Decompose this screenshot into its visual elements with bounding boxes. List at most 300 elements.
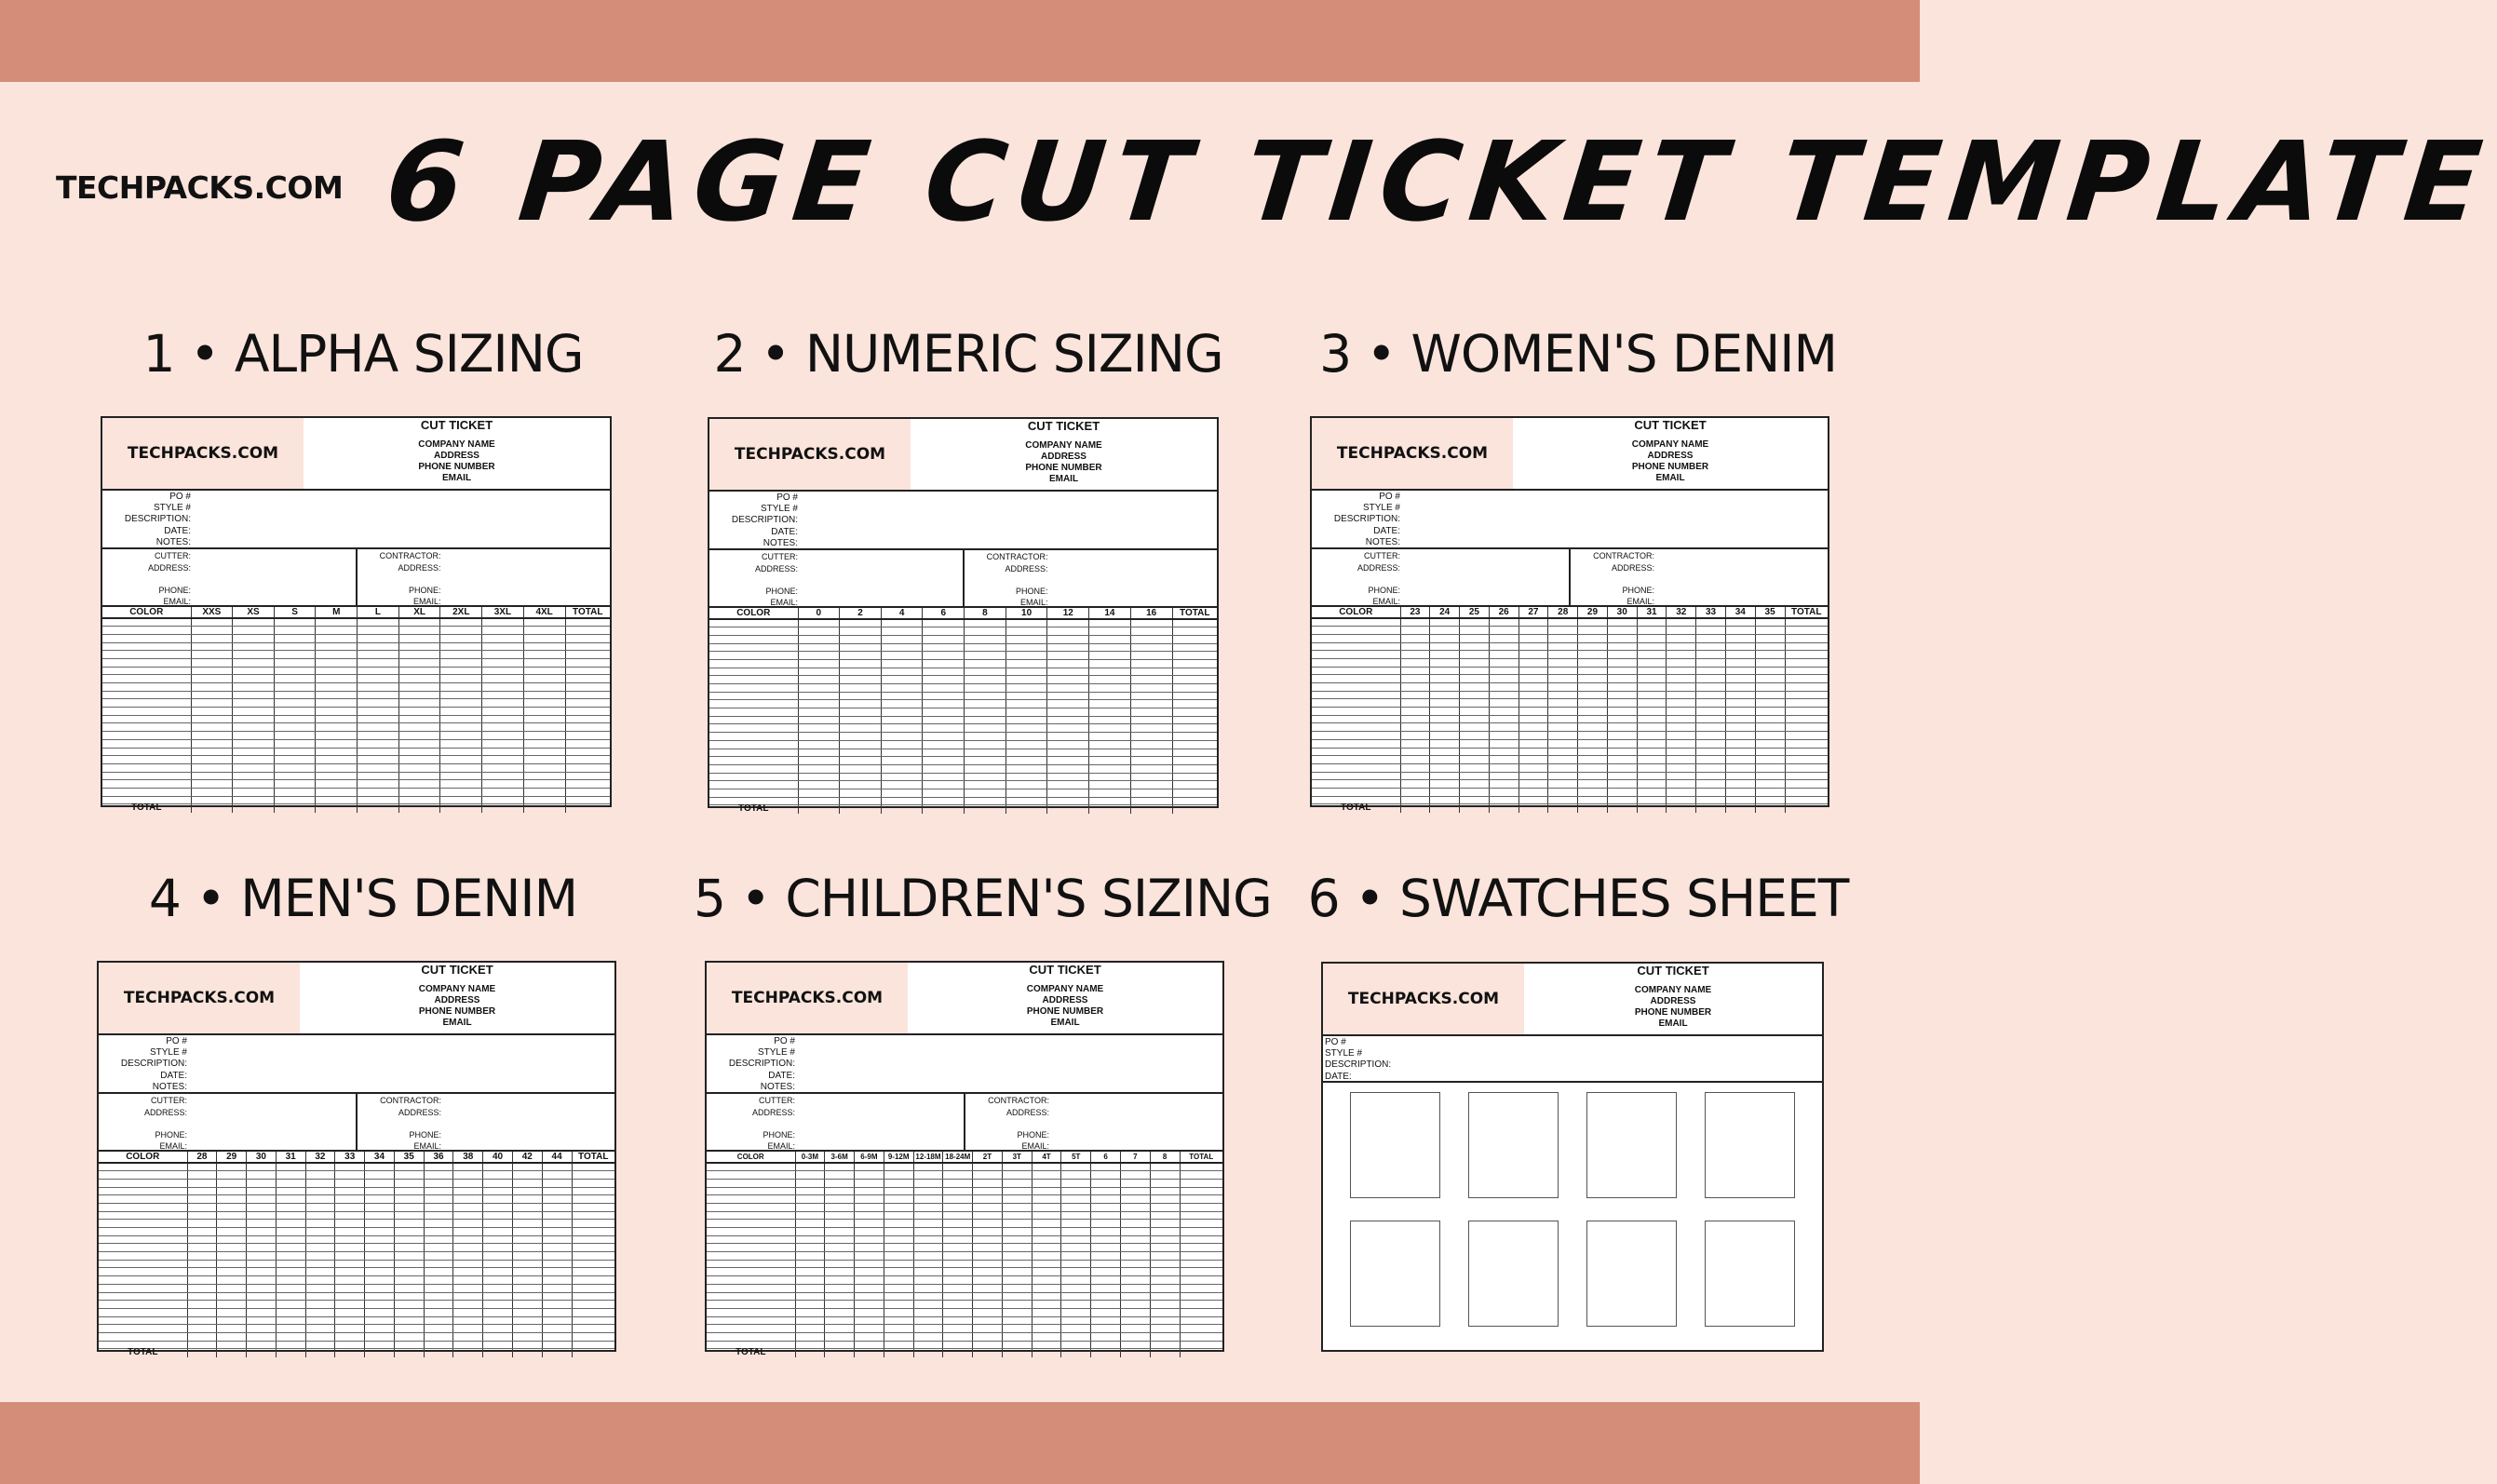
quantity-cell[interactable] xyxy=(1785,658,1828,667)
quantity-cell[interactable] xyxy=(965,700,1006,708)
quantity-cell[interactable] xyxy=(1061,1301,1091,1309)
quantity-cell[interactable] xyxy=(274,763,316,772)
quantity-cell[interactable] xyxy=(1180,1211,1222,1220)
quantity-cell[interactable] xyxy=(365,1292,395,1301)
quantity-cell[interactable] xyxy=(1047,797,1089,805)
quantity-cell[interactable] xyxy=(305,1203,335,1211)
quantity-cell[interactable] xyxy=(276,1163,305,1171)
quantity-cell[interactable] xyxy=(335,1292,365,1301)
quantity-cell[interactable] xyxy=(191,739,233,748)
quantity-cell[interactable] xyxy=(1002,1244,1032,1252)
quantity-cell[interactable] xyxy=(247,1211,277,1220)
quantity-cell[interactable] xyxy=(523,723,565,732)
quantity-cell[interactable] xyxy=(798,716,840,724)
total-cell[interactable] xyxy=(217,1349,247,1357)
quantity-cell[interactable] xyxy=(453,1244,483,1252)
quantity-cell[interactable] xyxy=(1548,658,1578,667)
quantity-cell[interactable] xyxy=(394,1308,424,1316)
quantity-cell[interactable] xyxy=(335,1211,365,1220)
quantity-cell[interactable] xyxy=(233,699,275,708)
quantity-cell[interactable] xyxy=(1548,780,1578,789)
quantity-cell[interactable] xyxy=(1518,627,1548,635)
quantity-cell[interactable] xyxy=(1400,675,1430,683)
quantity-cell[interactable] xyxy=(424,1292,453,1301)
quantity-cell[interactable] xyxy=(1089,724,1131,733)
quantity-cell[interactable] xyxy=(187,1301,217,1309)
quantity-cell[interactable] xyxy=(1032,1332,1061,1341)
quantity-cell[interactable] xyxy=(358,699,399,708)
quantity-cell[interactable] xyxy=(1120,1332,1150,1341)
quantity-cell[interactable] xyxy=(1755,699,1785,708)
quantity-cell[interactable] xyxy=(191,699,233,708)
quantity-cell[interactable] xyxy=(1006,740,1047,749)
quantity-cell[interactable] xyxy=(1518,780,1548,789)
quantity-cell[interactable] xyxy=(1032,1228,1061,1236)
quantity-cell[interactable] xyxy=(440,634,482,642)
quantity-cell[interactable] xyxy=(1032,1268,1061,1276)
quantity-cell[interactable] xyxy=(1091,1301,1121,1309)
quantity-cell[interactable] xyxy=(233,651,275,659)
quantity-cell[interactable] xyxy=(365,1301,395,1309)
quantity-cell[interactable] xyxy=(1548,618,1578,627)
total-cell[interactable] xyxy=(973,1349,1003,1357)
quantity-cell[interactable] xyxy=(855,1203,884,1211)
quantity-cell[interactable] xyxy=(1518,732,1548,740)
quantity-cell[interactable] xyxy=(1061,1332,1091,1341)
quantity-cell[interactable] xyxy=(1091,1163,1121,1171)
quantity-cell[interactable] xyxy=(358,708,399,716)
quantity-cell[interactable] xyxy=(1725,699,1755,708)
quantity-cell[interactable] xyxy=(1006,781,1047,789)
quantity-cell[interactable] xyxy=(884,1195,913,1204)
quantity-cell[interactable] xyxy=(191,683,233,692)
quantity-cell[interactable] xyxy=(855,1195,884,1204)
quantity-cell[interactable] xyxy=(1002,1316,1032,1325)
quantity-cell[interactable] xyxy=(825,1187,855,1195)
quantity-cell[interactable] xyxy=(276,1341,305,1349)
quantity-cell[interactable] xyxy=(1548,748,1578,756)
quantity-cell[interactable] xyxy=(1637,708,1667,716)
quantity-cell[interactable] xyxy=(1518,651,1548,659)
quantity-cell[interactable] xyxy=(840,676,882,684)
quantity-cell[interactable] xyxy=(840,773,882,781)
quantity-cell[interactable] xyxy=(1548,796,1578,804)
quantity-cell[interactable] xyxy=(1312,780,1400,789)
quantity-cell[interactable] xyxy=(1400,683,1430,692)
quantity-cell[interactable] xyxy=(358,651,399,659)
quantity-cell[interactable] xyxy=(247,1341,277,1349)
quantity-cell[interactable] xyxy=(1785,756,1828,764)
quantity-cell[interactable] xyxy=(1032,1276,1061,1285)
quantity-cell[interactable] xyxy=(1002,1276,1032,1285)
quantity-cell[interactable] xyxy=(398,756,440,764)
quantity-cell[interactable] xyxy=(565,691,610,699)
quantity-cell[interactable] xyxy=(1667,748,1696,756)
quantity-cell[interactable] xyxy=(1518,723,1548,732)
quantity-cell[interactable] xyxy=(453,1260,483,1268)
quantity-cell[interactable] xyxy=(1172,635,1217,643)
quantity-cell[interactable] xyxy=(1460,780,1490,789)
quantity-cell[interactable] xyxy=(187,1284,217,1292)
quantity-cell[interactable] xyxy=(1785,732,1828,740)
quantity-cell[interactable] xyxy=(1696,772,1726,780)
quantity-cell[interactable] xyxy=(512,1211,542,1220)
quantity-cell[interactable] xyxy=(512,1171,542,1180)
quantity-cell[interactable] xyxy=(884,1316,913,1325)
quantity-cell[interactable] xyxy=(1130,700,1172,708)
quantity-cell[interactable] xyxy=(305,1325,335,1333)
quantity-cell[interactable] xyxy=(483,1211,513,1220)
quantity-cell[interactable] xyxy=(1047,635,1089,643)
quantity-cell[interactable] xyxy=(247,1292,277,1301)
quantity-cell[interactable] xyxy=(1518,763,1548,772)
total-cell[interactable] xyxy=(1460,804,1490,813)
quantity-cell[interactable] xyxy=(1696,627,1726,635)
quantity-cell[interactable] xyxy=(523,732,565,740)
quantity-cell[interactable] xyxy=(1091,1235,1121,1244)
quantity-cell[interactable] xyxy=(542,1235,572,1244)
quantity-cell[interactable] xyxy=(943,1195,973,1204)
quantity-cell[interactable] xyxy=(276,1211,305,1220)
quantity-cell[interactable] xyxy=(398,651,440,659)
quantity-cell[interactable] xyxy=(1032,1235,1061,1244)
quantity-cell[interactable] xyxy=(1755,691,1785,699)
quantity-cell[interactable] xyxy=(707,1284,795,1292)
quantity-cell[interactable] xyxy=(99,1268,187,1276)
quantity-cell[interactable] xyxy=(102,780,191,789)
quantity-cell[interactable] xyxy=(1518,683,1548,692)
quantity-cell[interactable] xyxy=(1637,732,1667,740)
quantity-cell[interactable] xyxy=(1725,739,1755,748)
quantity-cell[interactable] xyxy=(923,692,965,700)
quantity-cell[interactable] xyxy=(1785,651,1828,659)
quantity-cell[interactable] xyxy=(1548,691,1578,699)
quantity-cell[interactable] xyxy=(276,1260,305,1268)
quantity-cell[interactable] xyxy=(542,1195,572,1204)
quantity-cell[interactable] xyxy=(707,1228,795,1236)
quantity-cell[interactable] xyxy=(424,1187,453,1195)
quantity-cell[interactable] xyxy=(187,1179,217,1187)
quantity-cell[interactable] xyxy=(795,1195,825,1204)
quantity-cell[interactable] xyxy=(1047,619,1089,627)
quantity-cell[interactable] xyxy=(1607,780,1637,789)
quantity-cell[interactable] xyxy=(1607,691,1637,699)
quantity-cell[interactable] xyxy=(316,627,358,635)
quantity-cell[interactable] xyxy=(276,1301,305,1309)
quantity-cell[interactable] xyxy=(798,797,840,805)
quantity-cell[interactable] xyxy=(99,1163,187,1171)
quantity-cell[interactable] xyxy=(1430,780,1460,789)
quantity-cell[interactable] xyxy=(855,1252,884,1261)
quantity-cell[interactable] xyxy=(973,1284,1003,1292)
quantity-cell[interactable] xyxy=(1696,780,1726,789)
quantity-cell[interactable] xyxy=(483,1220,513,1228)
quantity-cell[interactable] xyxy=(1667,715,1696,723)
quantity-cell[interactable] xyxy=(542,1301,572,1309)
quantity-cell[interactable] xyxy=(1518,642,1548,651)
quantity-cell[interactable] xyxy=(965,692,1006,700)
quantity-cell[interactable] xyxy=(1460,772,1490,780)
quantity-cell[interactable] xyxy=(1578,708,1608,716)
quantity-cell[interactable] xyxy=(1637,715,1667,723)
quantity-cell[interactable] xyxy=(1047,740,1089,749)
quantity-cell[interactable] xyxy=(1637,788,1667,796)
quantity-cell[interactable] xyxy=(913,1228,943,1236)
quantity-cell[interactable] xyxy=(795,1187,825,1195)
quantity-cell[interactable] xyxy=(1755,675,1785,683)
quantity-cell[interactable] xyxy=(798,684,840,693)
quantity-cell[interactable] xyxy=(923,668,965,676)
quantity-cell[interactable] xyxy=(1150,1163,1180,1171)
quantity-cell[interactable] xyxy=(482,675,524,683)
quantity-cell[interactable] xyxy=(1578,763,1608,772)
quantity-cell[interactable] xyxy=(572,1341,614,1349)
quantity-cell[interactable] xyxy=(316,732,358,740)
quantity-cell[interactable] xyxy=(1061,1228,1091,1236)
quantity-cell[interactable] xyxy=(1518,772,1548,780)
quantity-cell[interactable] xyxy=(523,780,565,789)
total-cell[interactable] xyxy=(1006,805,1047,814)
quantity-cell[interactable] xyxy=(217,1332,247,1341)
quantity-cell[interactable] xyxy=(973,1195,1003,1204)
quantity-cell[interactable] xyxy=(1400,627,1430,635)
quantity-cell[interactable] xyxy=(565,675,610,683)
quantity-cell[interactable] xyxy=(707,1276,795,1285)
quantity-cell[interactable] xyxy=(923,716,965,724)
quantity-cell[interactable] xyxy=(565,780,610,789)
quantity-cell[interactable] xyxy=(1150,1308,1180,1316)
quantity-cell[interactable] xyxy=(572,1268,614,1276)
quantity-cell[interactable] xyxy=(709,733,798,741)
quantity-cell[interactable] xyxy=(358,634,399,642)
quantity-cell[interactable] xyxy=(913,1325,943,1333)
quantity-cell[interactable] xyxy=(523,772,565,780)
quantity-cell[interactable] xyxy=(913,1203,943,1211)
quantity-cell[interactable] xyxy=(572,1244,614,1252)
quantity-cell[interactable] xyxy=(542,1260,572,1268)
quantity-cell[interactable] xyxy=(276,1308,305,1316)
quantity-cell[interactable] xyxy=(709,676,798,684)
quantity-cell[interactable] xyxy=(1725,748,1755,756)
quantity-cell[interactable] xyxy=(1061,1276,1091,1285)
quantity-cell[interactable] xyxy=(1061,1260,1091,1268)
quantity-cell[interactable] xyxy=(358,658,399,667)
quantity-cell[interactable] xyxy=(1725,683,1755,692)
quantity-cell[interactable] xyxy=(1002,1163,1032,1171)
quantity-cell[interactable] xyxy=(1548,763,1578,772)
quantity-cell[interactable] xyxy=(512,1195,542,1204)
quantity-cell[interactable] xyxy=(855,1211,884,1220)
total-cell[interactable] xyxy=(1489,804,1518,813)
quantity-cell[interactable] xyxy=(394,1163,424,1171)
quantity-cell[interactable] xyxy=(1548,708,1578,716)
quantity-cell[interactable] xyxy=(1725,642,1755,651)
quantity-cell[interactable] xyxy=(233,756,275,764)
quantity-cell[interactable] xyxy=(1548,642,1578,651)
quantity-cell[interactable] xyxy=(1172,733,1217,741)
quantity-cell[interactable] xyxy=(943,1171,973,1180)
quantity-cell[interactable] xyxy=(482,780,524,789)
quantity-cell[interactable] xyxy=(707,1220,795,1228)
quantity-cell[interactable] xyxy=(795,1260,825,1268)
quantity-cell[interactable] xyxy=(1089,797,1131,805)
quantity-cell[interactable] xyxy=(1180,1228,1222,1236)
quantity-cell[interactable] xyxy=(1400,708,1430,716)
quantity-cell[interactable] xyxy=(358,723,399,732)
quantity-cell[interactable] xyxy=(840,724,882,733)
quantity-cell[interactable] xyxy=(795,1332,825,1341)
quantity-cell[interactable] xyxy=(1785,715,1828,723)
quantity-cell[interactable] xyxy=(99,1276,187,1285)
quantity-cell[interactable] xyxy=(1637,772,1667,780)
quantity-cell[interactable] xyxy=(316,691,358,699)
quantity-cell[interactable] xyxy=(572,1284,614,1292)
quantity-cell[interactable] xyxy=(1785,618,1828,627)
quantity-cell[interactable] xyxy=(99,1203,187,1211)
quantity-cell[interactable] xyxy=(1312,651,1400,659)
quantity-cell[interactable] xyxy=(1755,683,1785,692)
quantity-cell[interactable] xyxy=(1047,676,1089,684)
quantity-cell[interactable] xyxy=(1460,723,1490,732)
quantity-cell[interactable] xyxy=(973,1211,1003,1220)
quantity-cell[interactable] xyxy=(274,788,316,796)
quantity-cell[interactable] xyxy=(1400,788,1430,796)
quantity-cell[interactable] xyxy=(191,748,233,756)
quantity-cell[interactable] xyxy=(1130,619,1172,627)
swatch-box[interactable] xyxy=(1468,1092,1559,1198)
quantity-cell[interactable] xyxy=(1400,756,1430,764)
quantity-cell[interactable] xyxy=(1607,763,1637,772)
swatch-box[interactable] xyxy=(1468,1221,1559,1327)
quantity-cell[interactable] xyxy=(398,708,440,716)
quantity-cell[interactable] xyxy=(233,739,275,748)
quantity-cell[interactable] xyxy=(1548,651,1578,659)
quantity-cell[interactable] xyxy=(1489,667,1518,675)
quantity-cell[interactable] xyxy=(1785,788,1828,796)
quantity-cell[interactable] xyxy=(1578,780,1608,789)
quantity-cell[interactable] xyxy=(1006,652,1047,660)
quantity-cell[interactable] xyxy=(1120,1316,1150,1325)
quantity-cell[interactable] xyxy=(1047,773,1089,781)
quantity-cell[interactable] xyxy=(1002,1332,1032,1341)
swatch-box[interactable] xyxy=(1705,1092,1795,1198)
quantity-cell[interactable] xyxy=(316,683,358,692)
quantity-cell[interactable] xyxy=(707,1179,795,1187)
quantity-cell[interactable] xyxy=(825,1292,855,1301)
quantity-cell[interactable] xyxy=(565,788,610,796)
quantity-cell[interactable] xyxy=(542,1171,572,1180)
quantity-cell[interactable] xyxy=(855,1268,884,1276)
quantity-cell[interactable] xyxy=(335,1341,365,1349)
quantity-cell[interactable] xyxy=(542,1211,572,1220)
quantity-cell[interactable] xyxy=(1032,1284,1061,1292)
quantity-cell[interactable] xyxy=(233,780,275,789)
quantity-cell[interactable] xyxy=(1667,708,1696,716)
quantity-cell[interactable] xyxy=(482,748,524,756)
quantity-cell[interactable] xyxy=(316,748,358,756)
quantity-cell[interactable] xyxy=(1607,723,1637,732)
quantity-cell[interactable] xyxy=(99,1244,187,1252)
quantity-cell[interactable] xyxy=(1637,748,1667,756)
quantity-cell[interactable] xyxy=(1725,796,1755,804)
quantity-cell[interactable] xyxy=(191,634,233,642)
quantity-cell[interactable] xyxy=(1120,1220,1150,1228)
quantity-cell[interactable] xyxy=(523,618,565,627)
quantity-cell[interactable] xyxy=(1150,1203,1180,1211)
quantity-cell[interactable] xyxy=(1312,658,1400,667)
quantity-cell[interactable] xyxy=(1460,618,1490,627)
quantity-cell[interactable] xyxy=(305,1179,335,1187)
quantity-cell[interactable] xyxy=(565,642,610,651)
quantity-cell[interactable] xyxy=(247,1260,277,1268)
quantity-cell[interactable] xyxy=(1032,1220,1061,1228)
quantity-cell[interactable] xyxy=(316,699,358,708)
quantity-cell[interactable] xyxy=(394,1179,424,1187)
quantity-cell[interactable] xyxy=(187,1316,217,1325)
quantity-cell[interactable] xyxy=(1061,1171,1091,1180)
quantity-cell[interactable] xyxy=(1130,789,1172,797)
quantity-cell[interactable] xyxy=(523,708,565,716)
quantity-cell[interactable] xyxy=(1548,634,1578,642)
quantity-cell[interactable] xyxy=(707,1292,795,1301)
quantity-cell[interactable] xyxy=(217,1244,247,1252)
quantity-cell[interactable] xyxy=(795,1171,825,1180)
quantity-cell[interactable] xyxy=(1120,1292,1150,1301)
quantity-cell[interactable] xyxy=(1430,618,1460,627)
quantity-cell[interactable] xyxy=(424,1171,453,1180)
total-cell[interactable] xyxy=(1120,1349,1150,1357)
quantity-cell[interactable] xyxy=(305,1276,335,1285)
quantity-cell[interactable] xyxy=(795,1325,825,1333)
quantity-cell[interactable] xyxy=(247,1268,277,1276)
quantity-cell[interactable] xyxy=(316,634,358,642)
quantity-cell[interactable] xyxy=(1725,772,1755,780)
quantity-cell[interactable] xyxy=(276,1228,305,1236)
quantity-cell[interactable] xyxy=(973,1203,1003,1211)
quantity-cell[interactable] xyxy=(798,635,840,643)
quantity-cell[interactable] xyxy=(1696,715,1726,723)
quantity-cell[interactable] xyxy=(973,1235,1003,1244)
quantity-cell[interactable] xyxy=(1489,715,1518,723)
quantity-cell[interactable] xyxy=(572,1260,614,1268)
quantity-cell[interactable] xyxy=(881,733,923,741)
quantity-cell[interactable] xyxy=(276,1171,305,1180)
quantity-cell[interactable] xyxy=(1400,715,1430,723)
quantity-cell[interactable] xyxy=(1460,667,1490,675)
quantity-cell[interactable] xyxy=(913,1316,943,1325)
quantity-cell[interactable] xyxy=(1150,1195,1180,1204)
quantity-cell[interactable] xyxy=(1755,634,1785,642)
quantity-cell[interactable] xyxy=(512,1276,542,1285)
quantity-cell[interactable] xyxy=(1172,764,1217,773)
total-cell[interactable] xyxy=(1172,805,1217,814)
quantity-cell[interactable] xyxy=(923,643,965,652)
quantity-cell[interactable] xyxy=(483,1187,513,1195)
quantity-cell[interactable] xyxy=(1696,642,1726,651)
quantity-cell[interactable] xyxy=(1091,1316,1121,1325)
quantity-cell[interactable] xyxy=(453,1203,483,1211)
quantity-cell[interactable] xyxy=(1312,708,1400,716)
quantity-cell[interactable] xyxy=(102,756,191,764)
quantity-cell[interactable] xyxy=(1006,797,1047,805)
quantity-cell[interactable] xyxy=(825,1195,855,1204)
total-cell[interactable] xyxy=(1578,804,1608,813)
total-cell[interactable] xyxy=(483,1349,513,1357)
quantity-cell[interactable] xyxy=(365,1268,395,1276)
quantity-cell[interactable] xyxy=(523,756,565,764)
quantity-cell[interactable] xyxy=(1460,642,1490,651)
quantity-cell[interactable] xyxy=(1150,1187,1180,1195)
